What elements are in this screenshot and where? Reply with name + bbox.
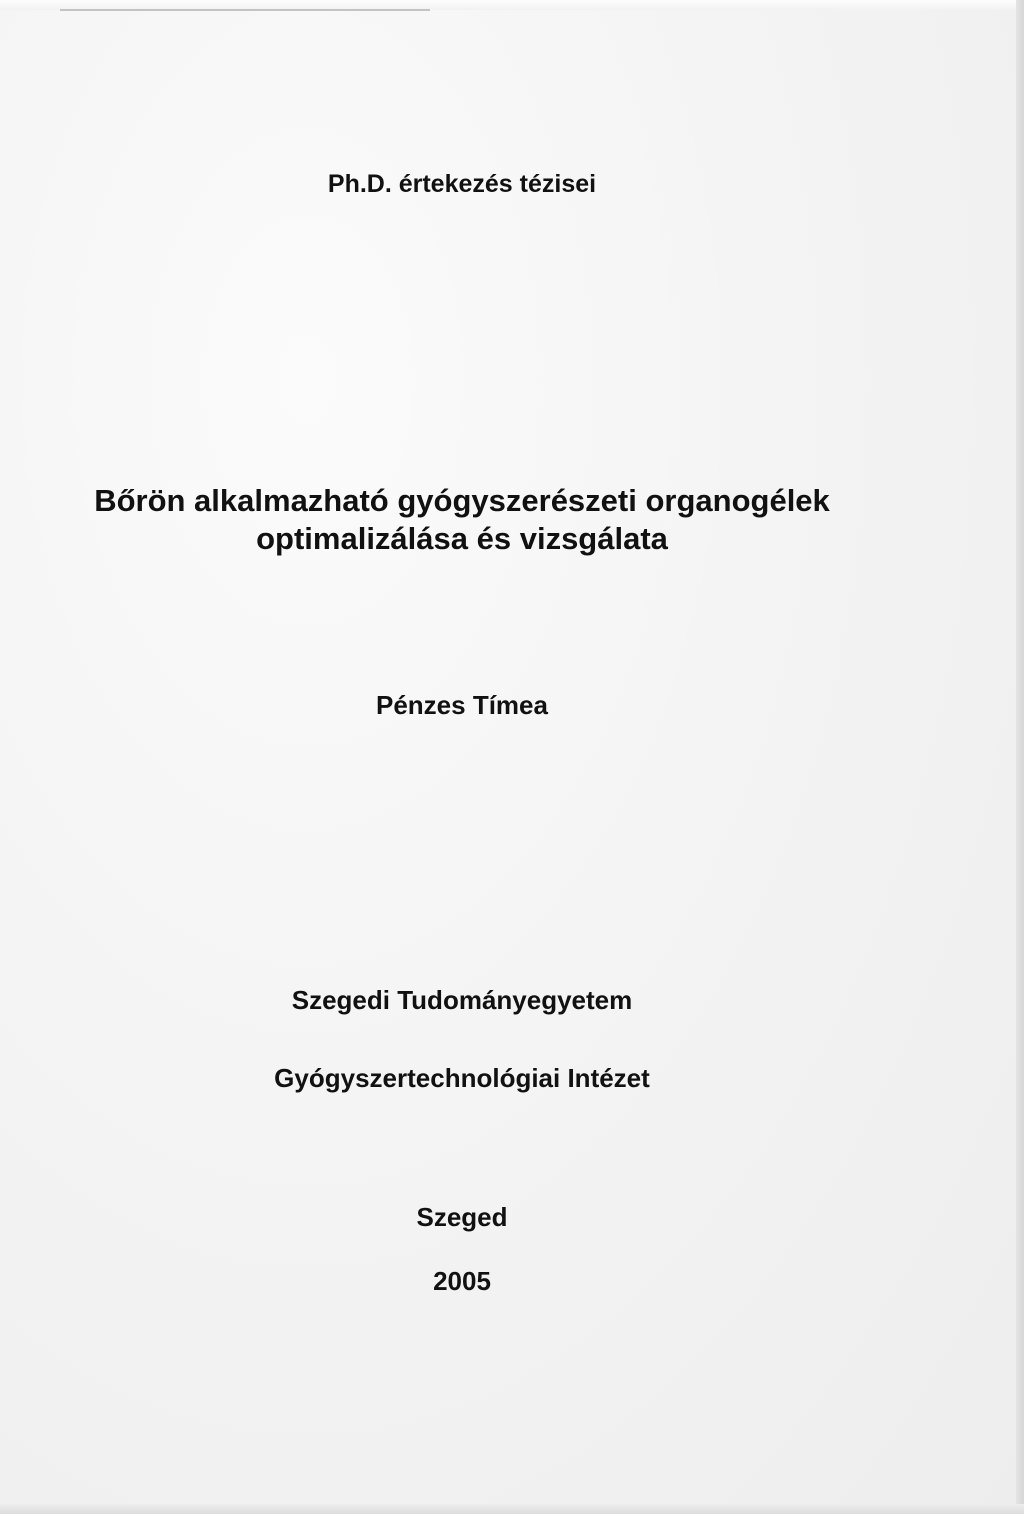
publication-year: 2005 <box>433 1266 491 1296</box>
author-name: Pénzes Tímea <box>376 690 548 720</box>
thesis-subtitle: Ph.D. értekezés tézisei <box>327 170 597 198</box>
university-name: Szegedi Tudományegyetem <box>291 985 633 1015</box>
thesis-title-line-1: Bőrön alkalmazható gyógyszerészeti organogélek <box>94 483 830 518</box>
institute-name: Gyógyszertechnológiai Intézet <box>274 1063 650 1093</box>
thesis-title-line-2: optimalizálása és vizsgálata <box>256 521 668 556</box>
city-name: Szeged <box>416 1202 508 1232</box>
scan-edge-right <box>1016 0 1024 1514</box>
scan-edge-mark <box>60 9 430 11</box>
scan-edge-bottom <box>0 1504 1024 1514</box>
thesis-title <box>0 482 924 558</box>
